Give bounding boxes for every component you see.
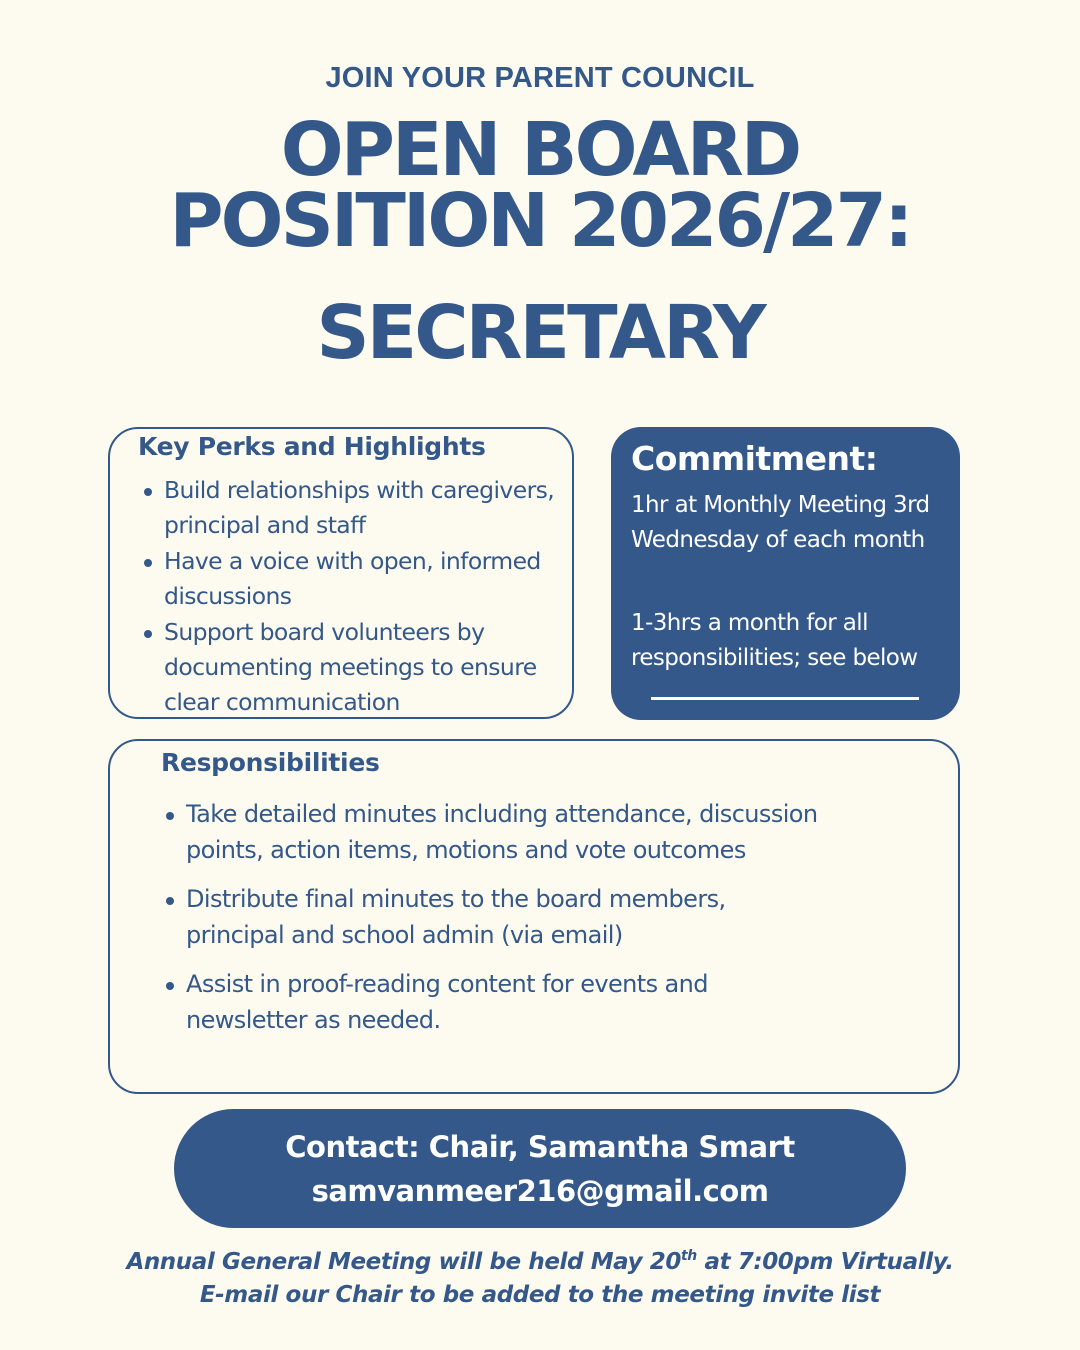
bullet-icon <box>166 982 174 990</box>
agm-notice-time: at 7:00pm Virtually. <box>696 1249 954 1275</box>
responsibilities-list <box>186 797 826 1052</box>
agm-notice <box>0 1248 1080 1275</box>
perks-item <box>164 615 584 720</box>
perks-heading: Key Perks and Highlights <box>138 432 486 461</box>
responsibility-item <box>186 797 826 868</box>
title-line-3: SECRETARY <box>316 290 764 376</box>
title-line-2: POSITION 2026/27: <box>169 178 911 264</box>
contact-banner <box>174 1109 906 1228</box>
commitment-hours-text: 1-3hrs a month for all responsibilities; see below <box>631 610 918 671</box>
bullet-icon <box>144 559 152 567</box>
bullet-icon <box>144 630 152 638</box>
perks-list <box>164 473 584 721</box>
perks-item <box>164 473 584 543</box>
responsibility-item-text: Distribute final minutes to the board members, principal and school admin (via email) <box>186 885 726 949</box>
perks-item-text: Support board volunteers by documenting meetings to ensure clear communication <box>164 618 537 716</box>
commitment-title: Commitment: <box>631 439 878 478</box>
responsibility-item-text: Take detailed minutes including attendance, discussion points, action items, motions and vote outcomes <box>186 800 818 864</box>
kicker-text: JOIN YOUR PARENT COUNCIL <box>325 62 755 94</box>
agm-date-suffix: th <box>681 1248 697 1264</box>
contact-name: Contact: Chair, Samantha Smart <box>285 1130 795 1164</box>
responsibilities-heading: Responsibilities <box>161 748 380 777</box>
perks-item-text: Build relationships with caregivers, principal and staff <box>164 476 555 539</box>
agm-notice-text: Annual General Meeting will be held May 20 <box>126 1249 681 1275</box>
perks-item <box>164 544 584 614</box>
responsibility-item <box>186 967 826 1038</box>
bullet-icon <box>166 812 174 820</box>
commitment-divider <box>651 697 919 700</box>
commitment-meeting-text: 1hr at Monthly Meeting 3rd Wednesday of each month <box>631 492 930 553</box>
perks-item-text: Have a voice with open, informed discussions <box>164 547 541 610</box>
invite-instruction: E-mail our Chair to be added to the meeting invite list <box>199 1282 881 1308</box>
bullet-icon <box>166 897 174 905</box>
responsibility-item <box>186 882 826 953</box>
title-line-1: OPEN BOARD <box>280 107 800 193</box>
contact-email[interactable]: samvanmeer216@gmail.com <box>311 1174 769 1208</box>
bullet-icon <box>144 488 152 496</box>
responsibility-item-text: Assist in proof-reading content for events and newsletter as needed. <box>186 970 708 1034</box>
